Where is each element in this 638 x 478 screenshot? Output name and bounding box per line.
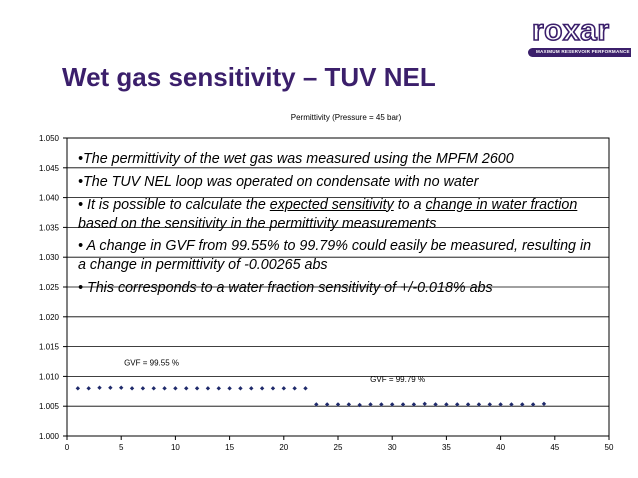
x-tick-label: 0 xyxy=(64,443,70,452)
logo-tagline: MAXIMUM RESERVOIR PERFORMANCE xyxy=(536,49,630,54)
x-tick-label: 10 xyxy=(170,443,180,452)
x-tick-label: 45 xyxy=(550,443,560,452)
y-tick-label: 1.025 xyxy=(38,283,59,292)
bullet-text: •The TUV NEL loop was operated on condensate with no water xyxy=(78,173,479,190)
bullet-text: • This corresponds to a water fraction sensitivity of +/-0.018% abs xyxy=(78,280,493,297)
bullet-item xyxy=(78,173,598,192)
y-tick-label: 1.010 xyxy=(38,372,59,382)
y-tick-label: 1.015 xyxy=(38,342,59,352)
underlined-text: change in water fraction xyxy=(425,196,578,213)
x-tick-label: 25 xyxy=(333,443,343,452)
slide-title: Wet gas sensitivity – TUV NEL xyxy=(62,62,436,92)
y-tick-label: 1.020 xyxy=(38,312,59,322)
y-tick-label: 1.035 xyxy=(38,223,59,233)
gvf-annotation: GVF = 99.79 % xyxy=(370,374,426,384)
underlined-text: expected sensitivity xyxy=(269,196,394,213)
x-tick-label: 15 xyxy=(225,443,235,452)
bullet-text: to a xyxy=(393,196,426,213)
bullet-text: •The permittivity of the wet gas was measured using the MPFM 2600 xyxy=(78,151,514,167)
bullet-item xyxy=(78,279,598,298)
x-tick-label: 5 xyxy=(118,443,124,452)
y-tick-label: 1.040 xyxy=(38,193,59,203)
x-tick-label: 40 xyxy=(496,443,506,452)
logo-wordmark: roxar xyxy=(532,14,610,47)
y-tick-label: 1.030 xyxy=(38,253,59,263)
chart-title: Permittivity (Pressure = 45 bar) xyxy=(290,113,402,122)
bullet-text: • It is possible to calculate the xyxy=(78,196,270,213)
x-tick-label: 50 xyxy=(604,443,614,452)
bullet-text: based on the sensitivity in the permittivity measurements xyxy=(78,215,437,232)
y-tick-label: 1.005 xyxy=(38,402,59,412)
x-tick-label: 20 xyxy=(279,443,289,452)
y-tick-label: 1.050 xyxy=(38,134,59,143)
x-tick-label: 30 xyxy=(387,443,397,452)
y-tick-label: 1.045 xyxy=(38,163,59,173)
gvf-annotation: GVF = 99.55 % xyxy=(124,358,180,368)
bullet-text: • A change in GVF from 99.55% to 99.79% could easily be measured, resulting in a change in permittivity of -0.00265 abs xyxy=(78,238,592,274)
bullet-item xyxy=(78,150,598,169)
bullet-item xyxy=(78,196,598,234)
bullet-item xyxy=(78,237,598,275)
x-tick-label: 35 xyxy=(441,443,451,452)
y-tick-label: 1.000 xyxy=(38,432,59,441)
bullet-list xyxy=(78,150,598,302)
